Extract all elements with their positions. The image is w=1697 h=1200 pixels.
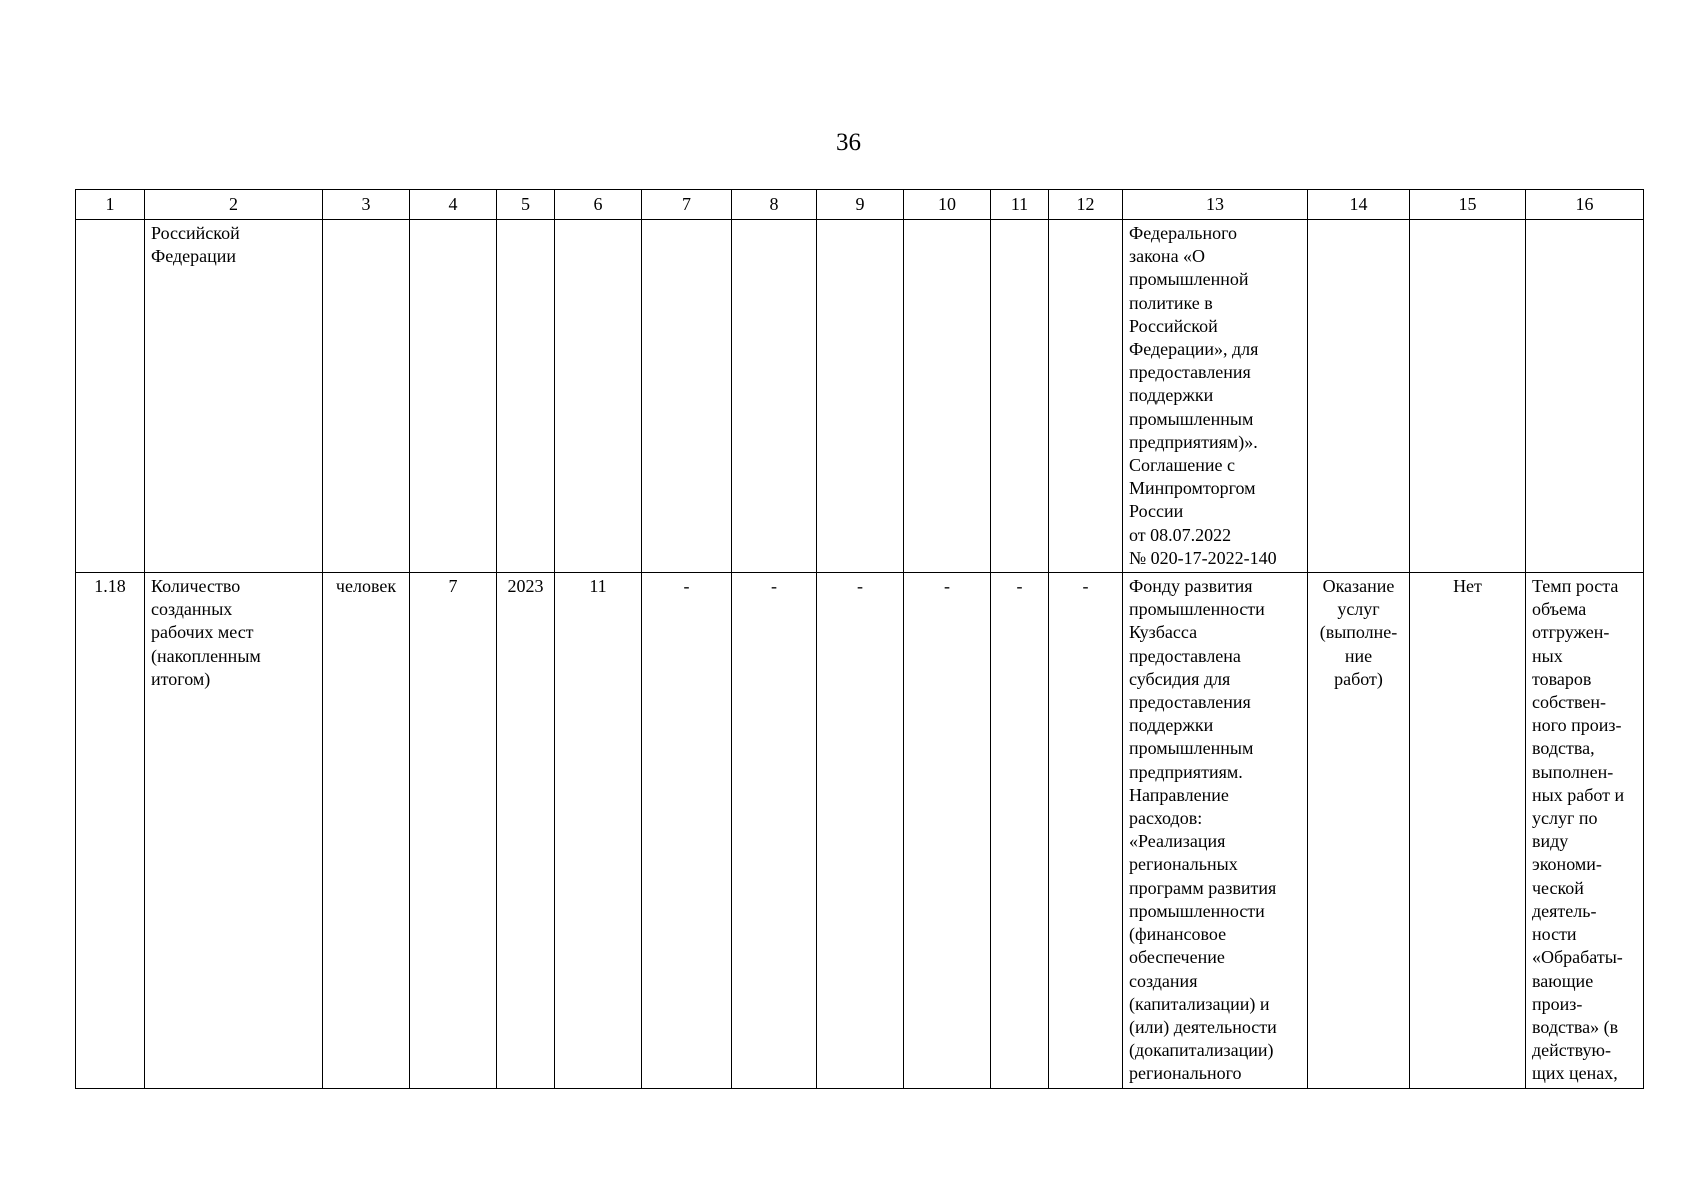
cell-base-value: 7: [410, 573, 497, 1088]
cell-flag: Нет: [1410, 573, 1526, 1088]
cell-col9: [817, 220, 904, 573]
cell-col16: [1526, 220, 1644, 573]
column-header: 15: [1410, 190, 1526, 220]
indicators-table: [75, 189, 1644, 1089]
column-number-row: [76, 190, 1644, 220]
column-header: 1: [76, 190, 145, 220]
column-header: 11: [991, 190, 1049, 220]
cell-value-col11: -: [991, 573, 1049, 1088]
cell-value-col6: 11: [555, 573, 642, 1088]
cell-value-col8: -: [732, 573, 817, 1088]
cell-col5: [497, 220, 555, 573]
cell-value-col12: -: [1049, 573, 1123, 1088]
cell-indicator-name: Российской Федерации: [145, 220, 323, 573]
cell-col6: [555, 220, 642, 573]
column-header: 9: [817, 190, 904, 220]
cell-col3: [323, 220, 410, 573]
column-header: 4: [410, 190, 497, 220]
cell-col4: [410, 220, 497, 573]
column-header: 3: [323, 190, 410, 220]
cell-row-number: 1.18: [76, 573, 145, 1088]
cell-unit: человек: [323, 573, 410, 1088]
cell-col14: [1308, 220, 1410, 573]
cell-col11: [991, 220, 1049, 573]
table-row-1-18: [76, 573, 1644, 1088]
cell-col12: [1049, 220, 1123, 573]
column-header: 5: [497, 190, 555, 220]
cell-value-col9: -: [817, 573, 904, 1088]
cell-col8: [732, 220, 817, 573]
column-header: 8: [732, 190, 817, 220]
column-header: 7: [642, 190, 732, 220]
cell-basis-text: Федерального закона «О промышленной политике в Российской Федерации», для предоставления поддержки промышленным предприятиям)». Соглашение с Минпромторгом России от 08.07.2022 № 020-17-2022-140: [1123, 220, 1308, 573]
column-header: 13: [1123, 190, 1308, 220]
column-header: 14: [1308, 190, 1410, 220]
cell-basis-text: Фонду развития промышленности Кузбасса предоставлена субсидия для предоставления поддержки промышленным предприятиям. Направление расходов: «Реализация региональных программ развития промышленности (финансовое обеспечение создания (капитализации) и (или) деятельности (докапитализации) регионального: [1123, 573, 1308, 1088]
cell-year: 2023: [497, 573, 555, 1088]
page-number: 36: [836, 129, 861, 156]
cell-value-col10: -: [904, 573, 991, 1088]
column-header: 16: [1526, 190, 1644, 220]
column-header: 6: [555, 190, 642, 220]
cell-related-indicator: Темп роста объема отгружен- ных товаров собствен- ного произ- водства, выполнен- ных работ и услуг по виду экономи- ческой деятель- ности «Обрабаты- вающие произ- водства» (в действую- щих ценах,: [1526, 573, 1644, 1088]
cell-indicator-name: Количество созданных рабочих мест (накопленным итогом): [145, 573, 323, 1088]
cell-col1: [76, 220, 145, 573]
column-header: 12: [1049, 190, 1123, 220]
cell-col10: [904, 220, 991, 573]
cell-col7: [642, 220, 732, 573]
cell-service-type: Оказание услуг (выполне- ние работ): [1308, 573, 1410, 1088]
column-header: 10: [904, 190, 991, 220]
cell-col15: [1410, 220, 1526, 573]
cell-value-col7: -: [642, 573, 732, 1088]
column-header: 2: [145, 190, 323, 220]
table-row-continuation: [76, 220, 1644, 573]
